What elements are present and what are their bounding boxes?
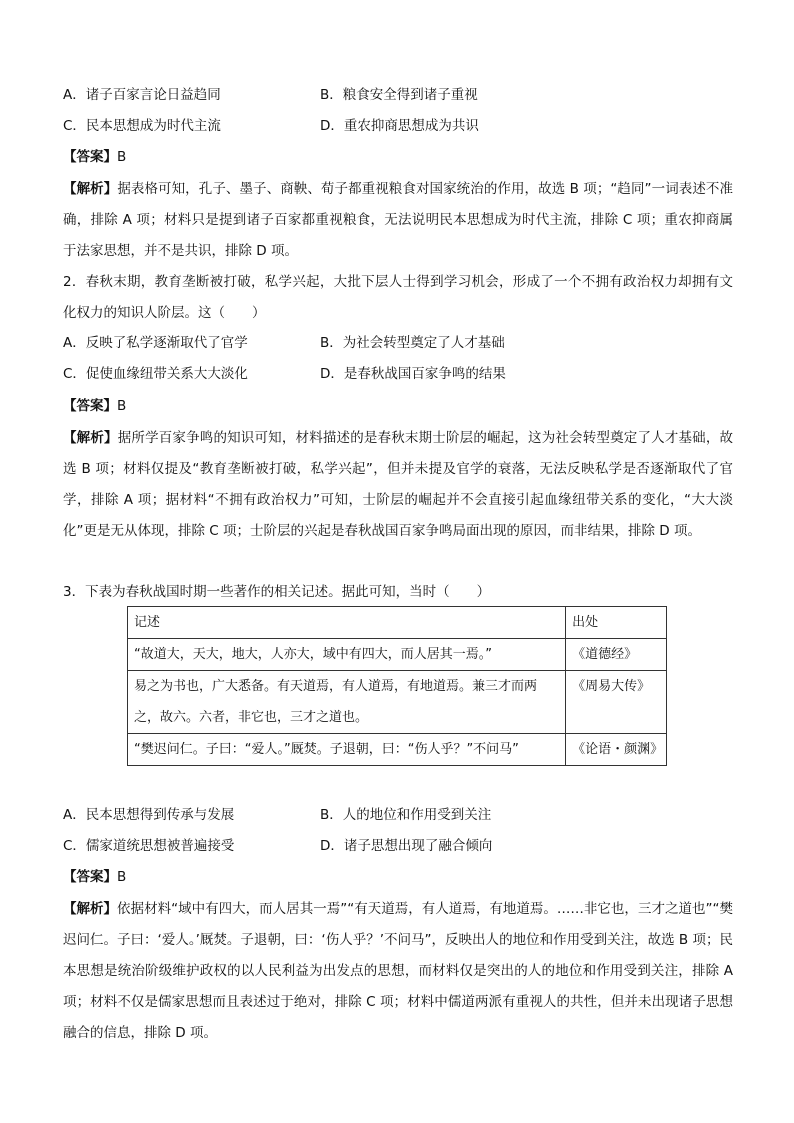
q2-option-d: D．是春秋战国百家争鸣的结果 xyxy=(320,366,506,382)
q2-option-c: C．促使血缘纽带关系大大淡化 xyxy=(63,366,248,382)
q2-option-b: B．为社会转型奠定了人才基础 xyxy=(320,335,505,351)
answer-value: B xyxy=(117,398,127,414)
table-row xyxy=(128,639,667,671)
header-source: 出处 xyxy=(566,607,667,639)
q2-option-a: A．反映了私学逐渐取代了官学 xyxy=(63,335,248,351)
q1-option-b: B．粮食安全得到诸子重视 xyxy=(320,87,478,103)
source-cell: 《道德经》 xyxy=(566,639,667,671)
record-cell: “樊迟问仁。子曰：“爱人。”厩焚。子退朝，曰：“伤人乎？”不问马” xyxy=(128,734,566,766)
analysis-label: 【解析】 xyxy=(63,430,118,446)
q3-option-b: B．人的地位和作用受到关注 xyxy=(320,807,492,823)
analysis-label: 【解析】 xyxy=(63,901,118,917)
q3-analysis xyxy=(63,894,733,1049)
q1-answer xyxy=(63,147,126,167)
answer-value: B xyxy=(117,869,127,885)
record-cell: 易之为书也，广大悉备。有天道焉，有人道焉，有地道焉。兼三才而两之，故六。六者，非它也，三才之道也。 xyxy=(128,671,566,734)
record-cell: “故道大，天大，地大，人亦大，域中有四大，而人居其一焉。” xyxy=(128,639,566,671)
answer-value: B xyxy=(117,149,127,165)
q3-answer xyxy=(63,867,126,887)
q1-option-d: D．重农抑商思想成为共识 xyxy=(320,118,479,134)
answer-label: 【答案】 xyxy=(63,398,117,414)
analysis-text: 依据材料“域中有四大，而人居其一焉”“有天道焉，有人道焉，有地道焉。……非它也，三才之道也”“樊迟问仁。子曰：‘爱人。’厩焚。子退朝，曰：‘伤人乎？’不问马”，反映出人的地位和作用受到关注，故选 B 项；民本思想是统治阶级维护政权的以人民利益为出发点的思想，而材料仅是突出的人的地位和作用受到关注，排除 A 项；材料不仅是儒家思想而且表述过于绝对，排除 C 项；材料中儒道两派有重视人的共性，但并未出现诸子思想融合的信息，排除 D 项。 xyxy=(63,901,734,1041)
table-row xyxy=(128,671,667,734)
table-header-row xyxy=(128,607,667,639)
header-record: 记述 xyxy=(128,607,566,639)
q1-analysis xyxy=(63,174,733,267)
q1-option-a: A．诸子百家言论日益趋同 xyxy=(63,87,221,103)
q2-analysis xyxy=(63,423,733,547)
q1-option-c: C．民本思想成为时代主流 xyxy=(63,118,221,134)
answer-label: 【答案】 xyxy=(63,869,117,885)
source-cell: 《周易大传》 xyxy=(566,671,667,734)
q3-option-d: D．诸子思想出现了融合倾向 xyxy=(320,838,493,854)
source-table xyxy=(127,606,667,766)
q3-option-a: A．民本思想得到传承与发展 xyxy=(63,807,235,823)
analysis-text: 据所学百家争鸣的知识可知，材料描述的是春秋末期士阶层的崛起，这为社会转型奠定了人才基础，故选 B 项；材料仅提及“教育垄断被打破，私学兴起”，但并未提及官学的衰落，无法反映私学是否逐渐取代了官学，排除 A 项；据材料“不拥有政治权力”可知，士阶层的崛起并不会直接引起血缘纽带关系的变化，“大大淡化”更是无从体现，排除 C 项；士阶层的兴起是春秋战国百家争鸣局面出现的原因，而非结果，排除 D 项。 xyxy=(63,430,734,539)
q3-stem: 3．下表为春秋战国时期一些著作的相关记述。据此可知，当时（ ） xyxy=(63,584,491,600)
q3-option-c: C．儒家道统思想被普遍接受 xyxy=(63,838,235,854)
source-cell: 《论语・颜渊》 xyxy=(566,734,667,766)
analysis-text: 据表格可知，孔子、墨子、商鞅、荀子都重视粮食对国家统治的作用，故选 B 项；“趋同”一词表述不准确，排除 A 项；材料只是提到诸子百家都重视粮食，无法说明民本思想成为时代主流，排除 C 项；重农抑商属于法家思想，并不是共识，排除 D 项。 xyxy=(63,181,734,259)
table-row xyxy=(128,734,667,766)
q2-stem: 2．春秋末期，教育垄断被打破，私学兴起，大批下层人士得到学习机会，形成了一个不拥有政治权力却拥有文化权力的知识人阶层。这（ ） xyxy=(63,274,733,321)
answer-label: 【答案】 xyxy=(63,149,117,165)
analysis-label: 【解析】 xyxy=(63,181,118,197)
q2-answer xyxy=(63,396,126,416)
